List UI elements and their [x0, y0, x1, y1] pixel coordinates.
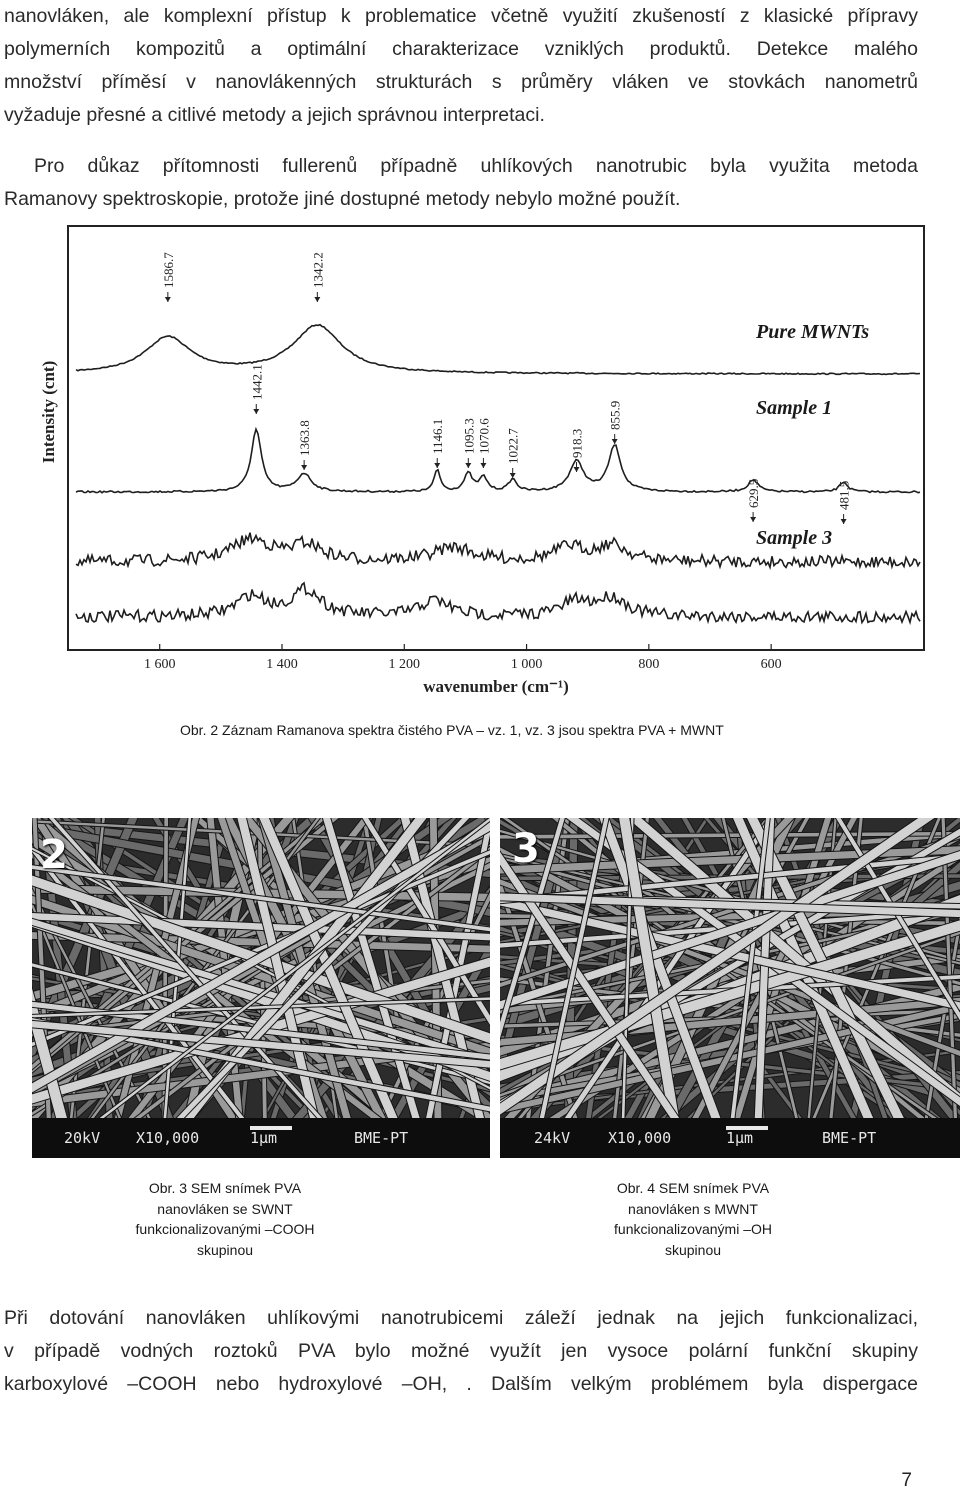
sem-lab-label: BME-PT	[822, 1129, 877, 1147]
sem-fiber-texture	[32, 818, 490, 1118]
x-tick-label: 1 000	[510, 657, 543, 672]
sem-scale-bar-strip	[500, 1118, 960, 1158]
paragraph-3-line: karboxylové –COOH nebo hydroxylové –OH, . Dalším velkým problémem byla dispergace	[4, 1373, 918, 1395]
paragraph-1	[4, 0, 918, 132]
chart-frame	[68, 226, 924, 650]
peak-arrow-head	[434, 463, 440, 468]
sem-panel-number: 3	[512, 826, 540, 872]
sem-voltage: 20kV	[64, 1129, 101, 1147]
caption-line: Obr. 3 SEM snímek PVA	[148, 1180, 302, 1196]
sem-scale-bar-strip	[32, 1118, 490, 1158]
x-tick-label: 1 600	[143, 657, 176, 672]
paragraph-1-line: vyžaduje přesné a citlivé metody a jejich správnou interpretaci.	[4, 104, 545, 126]
sem-image-right	[500, 818, 960, 1158]
caption-line: nanovláken se SWNT	[157, 1200, 293, 1217]
series-line-sample-1	[76, 429, 920, 493]
series-name-label: Sample 3	[756, 527, 833, 549]
peak-arrow-head	[465, 463, 471, 468]
caption-line: funkcionalizovanými –OH	[614, 1221, 772, 1237]
paragraph-1-line: polymerních kompozitů a optimální charakterizace vzniklých produktů. Detekce malého	[4, 38, 918, 60]
peak-label: 1146.1	[430, 418, 446, 454]
peak-label: 1442.1	[249, 364, 265, 400]
paragraph-2-line: Pro důkaz přítomnosti fullerenů případně uhlíkových nanotrubic byla využita metoda	[34, 155, 918, 177]
sem-image-left	[32, 818, 490, 1158]
sem-scale-label: 1µm	[726, 1129, 754, 1147]
peak-label: 1586.7	[160, 252, 176, 288]
caption-line: skupinou	[664, 1241, 722, 1258]
series-line-sample-2	[76, 583, 920, 623]
paragraph-3-line: v případě vodných roztoků PVA bylo možné využít jen vysoce polární funkční skupiny	[4, 1340, 918, 1362]
figure-4-caption	[578, 1178, 808, 1260]
peak-arrow-head	[301, 465, 307, 470]
sem-magnification: X10,000	[608, 1129, 672, 1147]
peak-label: 1363.8	[297, 420, 313, 456]
x-tick-label: 1 200	[388, 657, 421, 672]
peak-label: 629.5	[746, 478, 762, 508]
page-number: 7	[901, 1470, 912, 1491]
caption-line: Obr. 4 SEM snímek PVA	[616, 1180, 770, 1196]
peak-arrow-head	[750, 517, 756, 522]
caption-line: funkcionalizovanými –COOH	[135, 1221, 315, 1237]
x-tick-label: 1 400	[266, 657, 298, 672]
peak-arrow-head	[574, 467, 580, 472]
figure-2-caption: Obr. 2 Záznam Ramanova spektra čistého PVA – vz. 1, vz. 3 jsou spektra PVA + MWNT	[180, 722, 724, 738]
sem-panel-number: 2	[40, 832, 68, 878]
sem-fiber-texture	[500, 818, 960, 1118]
peak-arrow-head	[841, 519, 847, 524]
peak-label: 1342.2	[310, 252, 326, 288]
series-name-label: Sample 1	[756, 397, 833, 419]
peak-label: 481.5	[836, 480, 852, 510]
x-tick-label: 600	[760, 657, 782, 672]
peak-label: 1022.7	[505, 428, 521, 464]
paragraph-1-line: množství příměsí v nanovlákenných strukturách s průměry vláken ve stovkách nanometrů	[4, 71, 918, 93]
sem-lab-label: BME-PT	[354, 1129, 409, 1147]
peak-arrow-head	[314, 297, 320, 302]
x-tick-label: 800	[638, 657, 660, 672]
x-axis-label: wavenumber (cm⁻¹)	[423, 677, 569, 696]
paragraph-1-line: nanovláken, ale komplexní přístup k problematice včetně využití zkušeností z klasické přípravy	[4, 5, 918, 27]
paragraph-2	[4, 150, 918, 216]
peak-arrow-head	[253, 409, 259, 414]
series-name-label: Pure MWNTs	[756, 321, 870, 343]
y-axis-label: Intensity (cnt)	[39, 360, 58, 464]
peak-arrow-head	[480, 463, 486, 468]
paragraph-3-line: Při dotování nanovláken uhlíkovými nanotrubicemi záleží jednak na jejich funkcionalizaci,	[4, 1307, 918, 1329]
raman-spectrum-chart	[34, 222, 934, 700]
peak-label: 918.3	[569, 428, 585, 458]
caption-line: skupinou	[196, 1241, 254, 1258]
sem-voltage: 24kV	[534, 1129, 571, 1147]
peak-arrow-head	[510, 473, 516, 478]
sem-scale-label: 1µm	[250, 1129, 278, 1147]
peak-label: 855.9	[607, 400, 623, 430]
peak-arrow-head	[165, 297, 171, 302]
figure-3-caption	[110, 1178, 340, 1260]
paragraph-2-line: Ramanovy spektroskopie, protože jiné dostupné metody nebylo možné použít.	[4, 188, 681, 210]
paragraph-3	[4, 1302, 918, 1401]
caption-line: nanovláken s MWNT	[628, 1200, 758, 1217]
peak-arrow-head	[612, 439, 618, 444]
peak-label: 1095.3	[461, 418, 477, 454]
peak-label: 1070.6	[476, 418, 492, 454]
sem-magnification: X10,000	[136, 1129, 200, 1147]
